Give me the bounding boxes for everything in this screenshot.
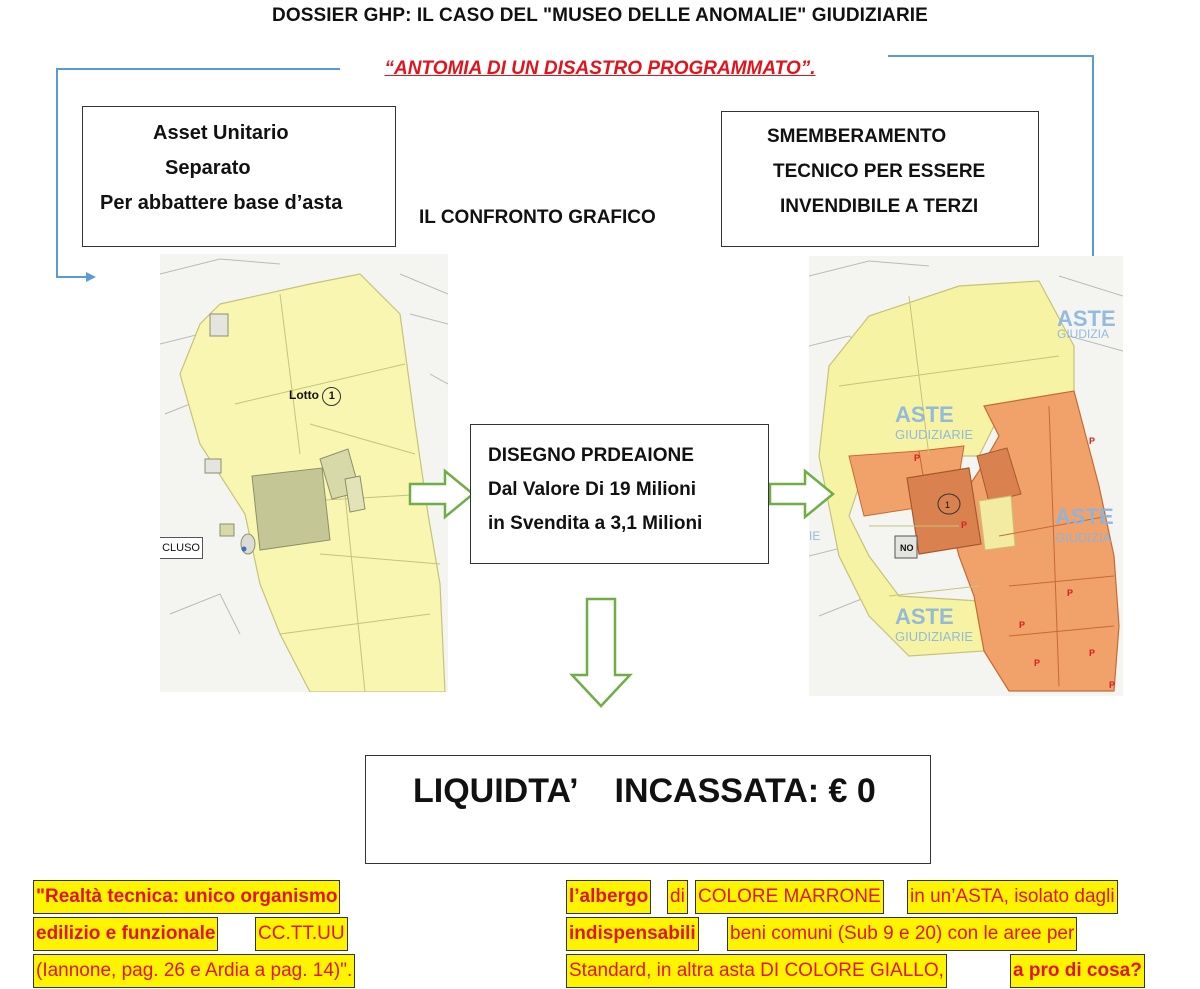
lotto-label [289, 387, 341, 406]
lot-number-1: 1 [945, 500, 951, 510]
note-left-line-3: (Iannone, pag. 26 e Ardia a pag. 14)". [33, 954, 355, 988]
green-arrow-right-1 [405, 466, 477, 522]
left-box-line-3: Per abbattere base d’asta [100, 192, 343, 214]
mid-box-line-3: in Svendita a 3,1 Milioni [488, 513, 703, 534]
p-marker: P [1019, 620, 1026, 630]
mid-box-line-2: Dal Valore Di 19 Milioni [488, 479, 697, 500]
p-marker: P [1034, 658, 1041, 668]
watermark-aste-2: ASTE [895, 402, 954, 427]
lotto-number: 1 [322, 387, 341, 406]
watermark-aste-1: ASTE [1057, 306, 1116, 331]
p-marker: P [914, 453, 921, 463]
note-left-line-1: "Realtà tecnica: unico organismo [33, 880, 340, 914]
side-tag-label: CLUSO [160, 537, 203, 559]
note-right-line-1a: l’albergo [566, 880, 651, 914]
page-title: DOSSIER GHP: IL CASO DEL "MUSEO DELLE ANOMALIE" GIUDIZIARIE [272, 5, 928, 26]
right-map-drawing [809, 256, 1123, 696]
p-marker: P [1067, 588, 1074, 598]
note-right-line-2a: indispensabili [566, 917, 699, 951]
lotto-text: Lotto [289, 388, 319, 402]
note-left-line-2b: CC.TT.UU [255, 917, 348, 951]
green-arrow-right-2 [765, 466, 837, 522]
note-right-line-3b: a pro di cosa? [1010, 954, 1145, 988]
note-right-line-2b: beni comuni (Sub 9 e 20) con le aree per [727, 917, 1077, 951]
watermark-aste-4: ASTE [895, 604, 954, 629]
building-main [252, 468, 330, 550]
note-right-line-1c: COLORE MARRONE [695, 880, 884, 914]
note-right-line-3a: Standard, in altra asta DI COLORE GIALLO, [566, 954, 947, 988]
right-box-line-1: SMEMBERAMENTO [767, 126, 947, 147]
disegno-box [470, 424, 769, 564]
hotel-brown-area [907, 468, 981, 554]
compare-label: IL CONFRONTO GRAFICO [419, 207, 656, 228]
watermark-giudizia-3: GIUDIZIA [1055, 530, 1112, 545]
asset-unitario-box [82, 106, 396, 247]
watermark-giudiziarie-2: GIUDIZIARIE [895, 427, 974, 442]
smembramento-box [721, 111, 1039, 247]
watermark-giudizia: GIUDIZIA [1057, 327, 1110, 341]
note-right-line-1b: di [667, 880, 688, 914]
p-marker: P [1089, 648, 1096, 658]
liquidita-box: LIQUIDTA’ INCASSATA: € 0 [365, 755, 931, 864]
p-marker: P [1089, 436, 1096, 446]
right-box-line-2: TECNICO PER ESSERE [773, 161, 986, 182]
no-label: NO [900, 543, 914, 553]
watermark-edge: IE [809, 529, 821, 543]
right-box-line-3: INVENDIBILE A TERZI [780, 196, 979, 217]
watermark-giudiziarie-4: GIUDIZIARIE [895, 629, 974, 644]
page-subtitle: “ANTOMIA DI UN DISASTRO PROGRAMMATO”. [384, 58, 816, 79]
left-box-line-1: Asset Unitario [153, 122, 289, 144]
right-cadastral-map [809, 256, 1123, 696]
green-arrow-down [568, 596, 634, 710]
p-marker: P [961, 520, 968, 530]
left-box-line-2: Separato [165, 157, 251, 179]
mid-box-line-1: DISEGNO PRDEAIONE [488, 445, 694, 466]
watermark-aste-3: ASTE [1055, 504, 1114, 529]
p-marker: P [1109, 680, 1116, 690]
note-right-line-1d: in un’ASTA, isolato dagli [907, 880, 1118, 914]
note-left-line-2a: edilizio e funzionale [33, 917, 218, 951]
